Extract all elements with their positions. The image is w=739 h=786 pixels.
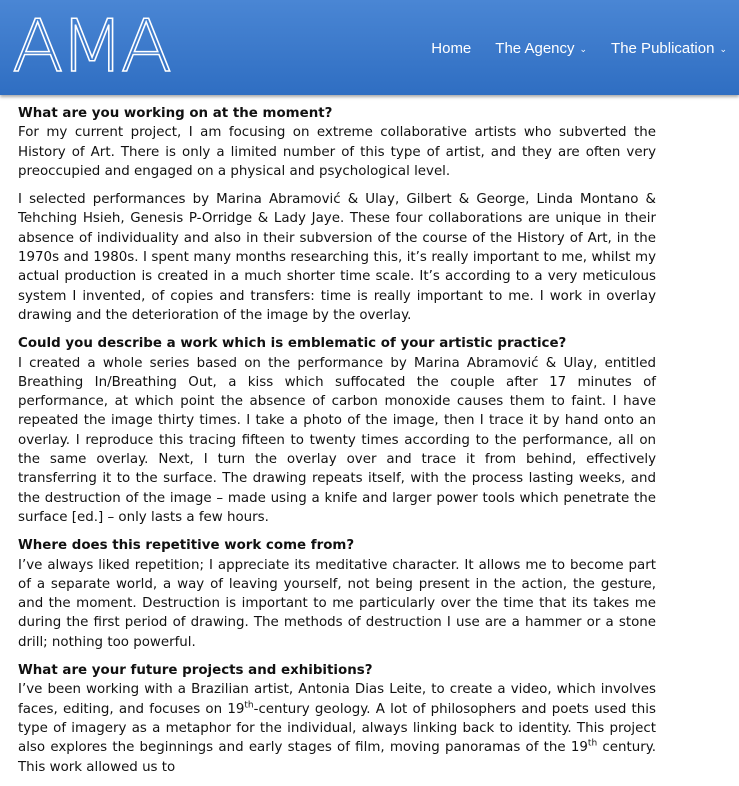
nav-the-agency[interactable] xyxy=(495,40,587,57)
answer-text: I’ve been working with a Brazilian artist, Antonia Dias Leite, to create a video, which involves faces, editing, and focuses on 19 xyxy=(18,682,656,717)
answer-text: -century geology. A lot of philosophers and poets used this type of imagery as a metaphor for the individual, always linking back to identity. This project also explores the beginnings and early stages of film, moving panoramas of the 19 xyxy=(18,701,656,756)
answer-paragraph: I’ve always liked repetition; I appreciate its meditative character. It allows me to become part of a separate world, a way of leaving yourself, not being present in the action, the gesture, and the moment. Destruction is important to me particularly over the time that its takes me during the first period of drawing. The methods of destruction I use are a hammer or a stone drill; nothing too powerful. xyxy=(18,557,656,650)
site-header xyxy=(0,0,739,95)
superscript: th xyxy=(244,700,254,711)
answer-paragraph: I selected performances by Marina Abramović & Ulay, Gilbert & George, Linda Montano & Tehching Hsieh, Genesis P-Orridge & Lady Jaye. These four collaborations are unique in their absence of individuality and also in their subversion of the course of the History of Art, in the 1970s and 1980s. I spent many months researching this, it’s really important to me, whilst my actual production is created in a much shorter time scale. It’s according to a very meticulous system I invented, of copies and transfers: time is really important to me. I work in overlay drawing and the deterioration of the image by the overlay. xyxy=(18,192,656,323)
nav-home[interactable] xyxy=(431,40,471,57)
answer-paragraph: I created a whole series based on the performance by Marina Abramović & Ulay, entitled Breathing In/Breathing Out, a kiss which suffocated the couple after 17 minutes of performance, at which point the absence of carbon monoxide causes them to faint. I have repeated the image thirty times. I take a photo of the image, then I trace it by hand onto an overlay. I reproduce this tracing fifteen to twenty times according to the performance, all on the same overlay. Next, I turn the overlay over and trace it from behind, effectively transferring it to the surface. The drawing repeats itself, with the process lasting weeks, and the destruction of the image – made using a knife and larger power tools which penetrate the surface [ed.] – only lasts a few hours. xyxy=(18,355,656,525)
chevron-down-icon: ⌄ xyxy=(719,44,727,54)
answer-paragraph: For my current project, I am focusing on extreme collaborative artists who subverted the History of Art. There is only a limited number of this type of artist, and they are often very preoccupied and engaged on a physical and psychological level. xyxy=(18,125,656,179)
answer-text: century. This work allowed us to xyxy=(18,740,656,775)
answer-paragraph xyxy=(18,680,656,776)
question-heading: What are you working on at the moment? xyxy=(18,106,333,121)
chevron-down-icon: ⌄ xyxy=(579,44,588,54)
superscript: th xyxy=(587,738,598,749)
main-nav xyxy=(407,40,727,57)
site-logo[interactable]: AMA xyxy=(12,4,169,88)
nav-the-publication[interactable] xyxy=(611,40,727,57)
nav-the-publication-label: The Publication xyxy=(611,40,715,57)
question-heading: Where does this repetitive work come from? xyxy=(18,538,355,554)
article-body xyxy=(18,104,656,786)
nav-the-agency-label: The Agency xyxy=(495,40,575,57)
question-heading: What are your future projects and exhibitions? xyxy=(18,663,373,679)
nav-home-label: Home xyxy=(431,40,472,57)
question-heading: Could you describe a work which is emblematic of your artistic practice? xyxy=(18,336,567,352)
